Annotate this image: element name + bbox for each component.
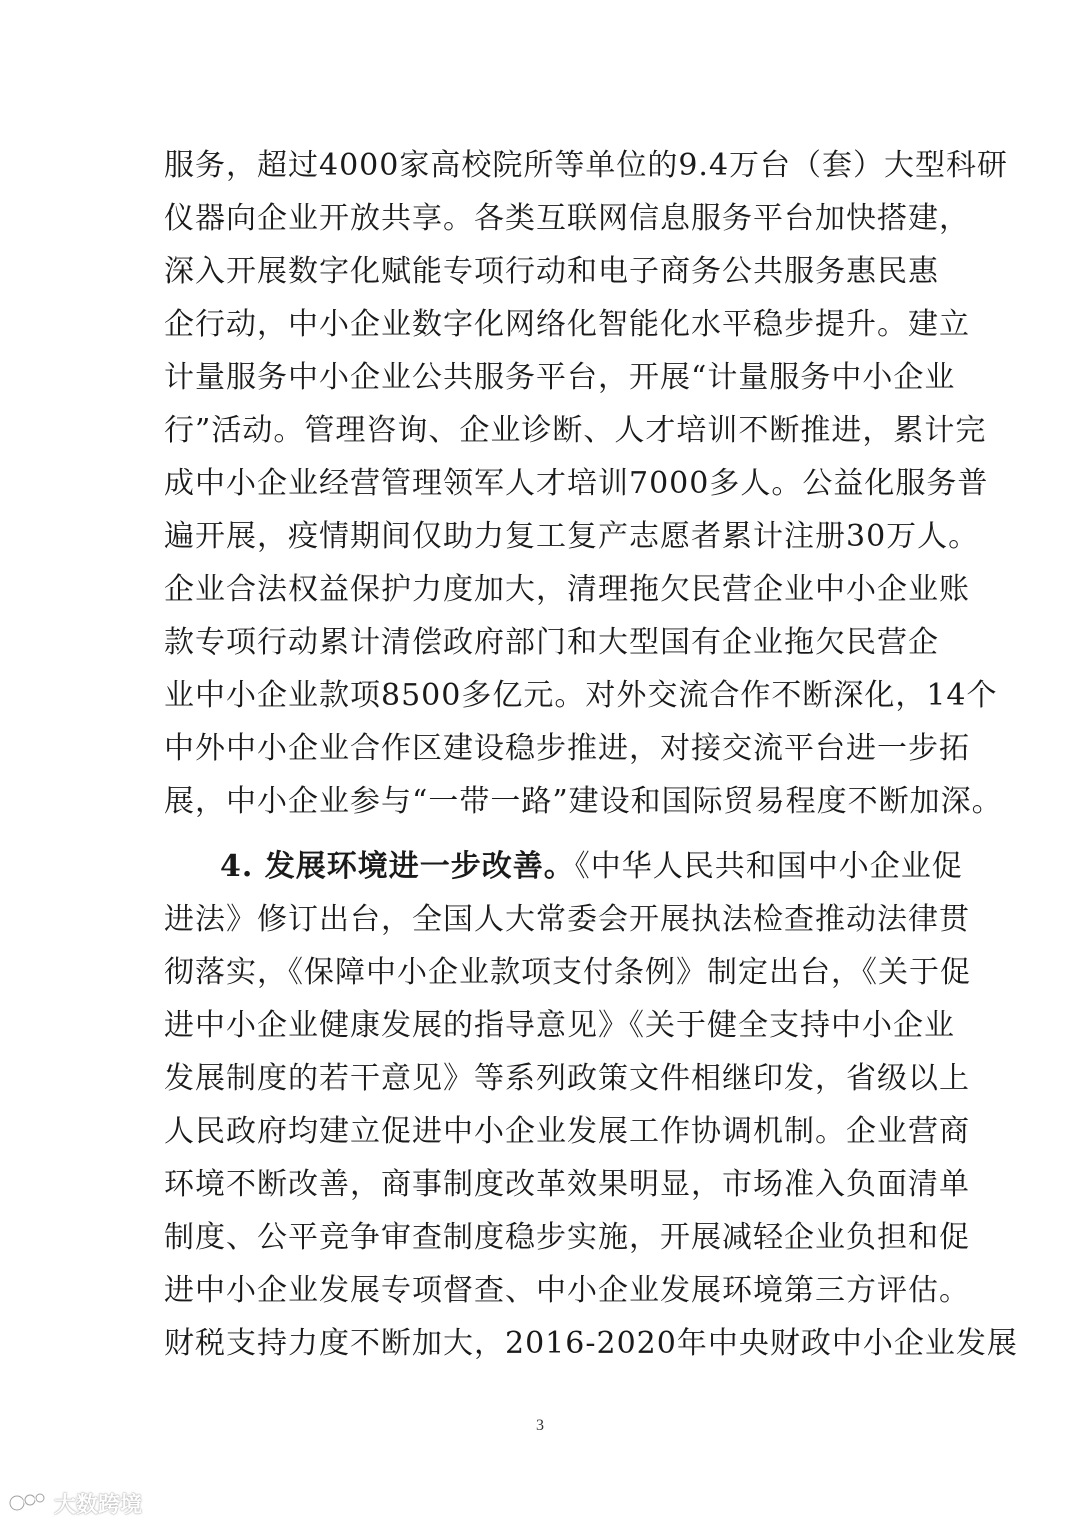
paragraph-line: 财税支持力度不断加大，2016-2020年中央财政中小企业发展 xyxy=(164,1326,1018,1361)
paragraph-line: 遍开展，疫情期间仅助力复工复产志愿者累计注册30万人。 xyxy=(164,519,980,554)
paragraph-line: 行”活动。管理咨询、企业诊断、人才培训不断推进，累计完 xyxy=(164,413,987,448)
section-4-first-line-text: 《中华人民共和国中小企业促 xyxy=(574,849,963,884)
paragraph-line: 进中小企业健康发展的指导意见》《关于健全支持中小企业 xyxy=(164,1008,955,1043)
paragraph-line: 制度、公平竞争审查制度稳步实施，开展减轻企业负担和促 xyxy=(164,1220,970,1255)
paragraph-line: 彻落实，《保障中小企业款项支付条例》制定出台，《关于促 xyxy=(164,955,971,990)
paragraph-line: 环境不断改善，商事制度改革效果明显，市场准入负面清单 xyxy=(164,1167,970,1202)
paragraph-line: 成中小企业经营管理领军人才培训7000多人。公益化服务普 xyxy=(164,466,989,501)
paragraph-line: 服务，超过4000家高校院所等单位的9.4万台（套）大型科研 xyxy=(164,148,1009,183)
watermark xyxy=(8,1486,142,1520)
section-4-first-line xyxy=(220,847,963,887)
paragraph-line: 进中小企业发展专项督查、中小企业发展环境第三方评估。 xyxy=(164,1273,970,1308)
paragraph-line: 业中小企业款项8500多亿元。对外交流合作不断深化，14个 xyxy=(164,678,998,713)
watermark-text: 大数跨境 xyxy=(54,1492,143,1518)
paragraph-line: 发展制度的若干意见》等系列政策文件相继印发，省级以上 xyxy=(164,1061,970,1096)
paragraph-line: 展，中小企业参与“一带一路”建设和国际贸易程度不断加深。 xyxy=(164,784,1003,819)
paragraph-line: 人民政府均建立促进中小企业发展工作协调机制。企业营商 xyxy=(164,1114,970,1149)
paragraph-line: 仪器向企业开放共享。各类互联网信息服务平台加快搭建， xyxy=(164,201,970,236)
paragraph-line: 计量服务中小企业公共服务平台，开展“计量服务中小企业 xyxy=(164,360,956,395)
paragraph-line: 企行动，中小企业数字化网络化智能化水平稳步提升。建立 xyxy=(164,307,970,342)
brand-logo-icon xyxy=(8,1489,48,1517)
paragraph-line: 企业合法权益保护力度加大，清理拖欠民营企业中小企业账 xyxy=(164,572,970,607)
paragraph-line: 款专项行动累计清偿政府部门和大型国有企业拖欠民营企 xyxy=(164,625,939,660)
paragraph-line: 中外中小企业合作区建设稳步推进，对接交流平台进一步拓 xyxy=(164,731,970,766)
paragraph-line: 深入开展数字化赋能专项行动和电子商务公共服务惠民惠 xyxy=(164,254,939,289)
page-number: 3 xyxy=(536,1417,544,1434)
paragraph-line: 进法》修订出台，全国人大常委会开展执法检查推动法律贯 xyxy=(164,902,970,937)
section-4-heading: 4. 发展环境进一步改善。 xyxy=(220,849,575,884)
